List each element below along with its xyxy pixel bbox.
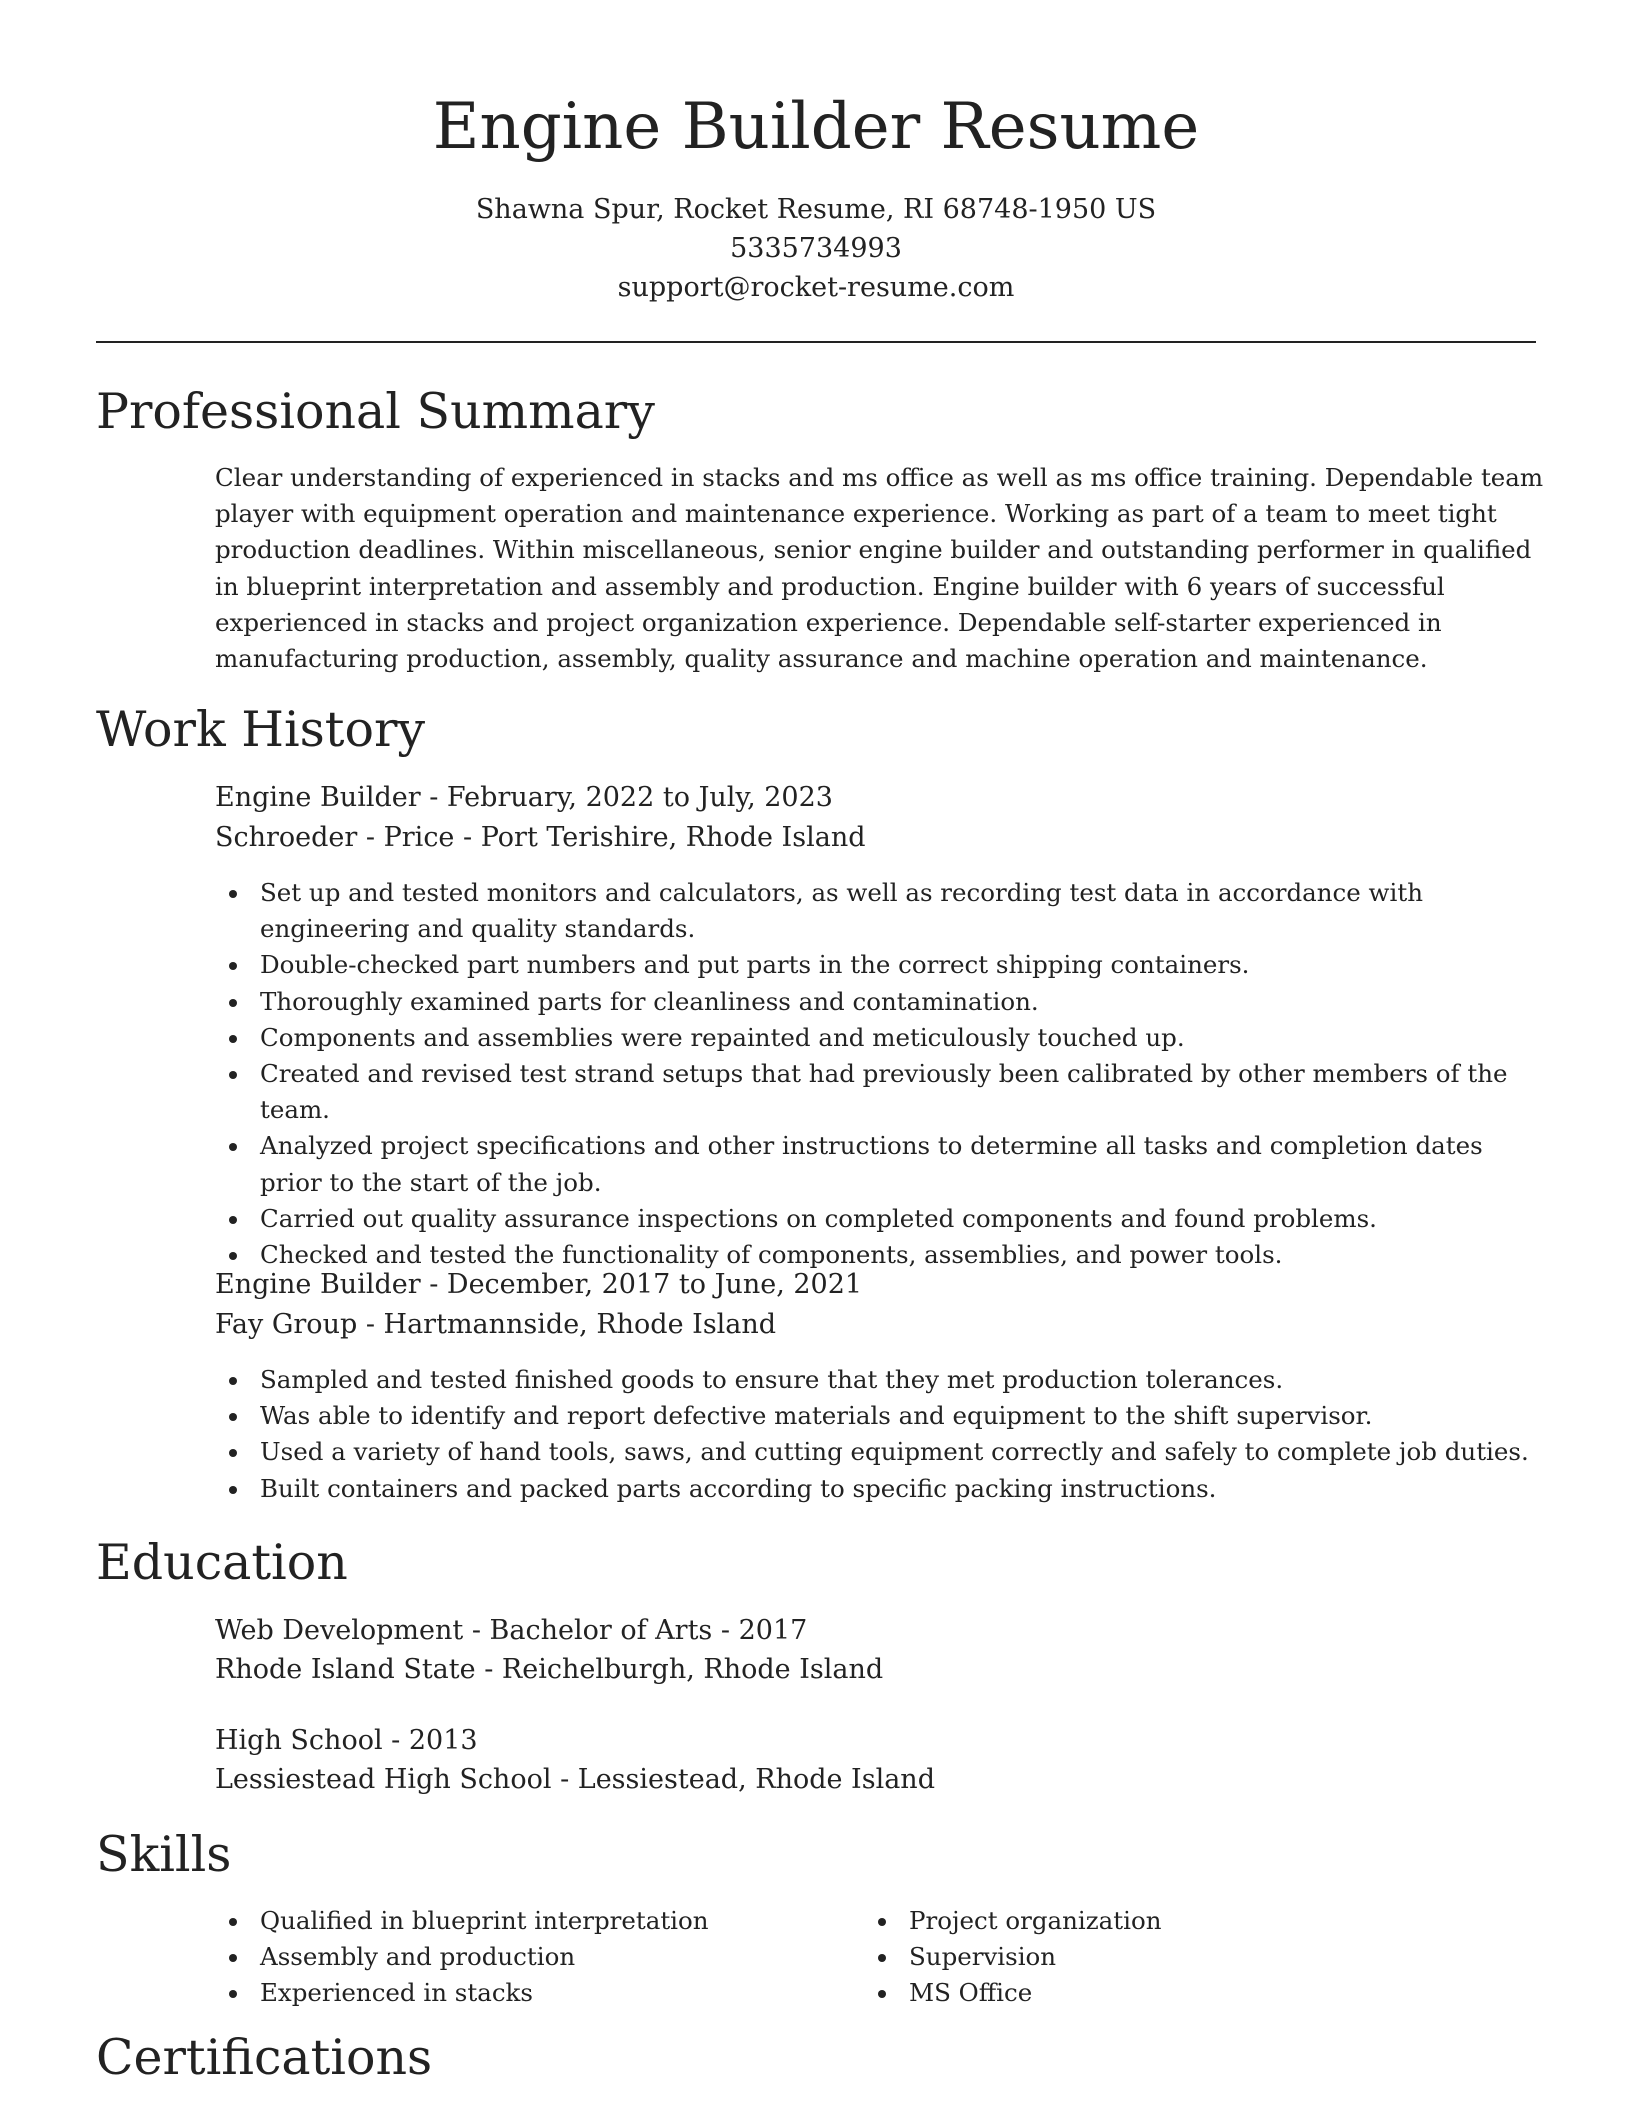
list-item: Was able to identify and report defective materials and equipment to the shift supervisor. [215, 1398, 1545, 1434]
list-item: Created and revised test strand setups that had previously been calibrated by other members of the team. [215, 1056, 1545, 1128]
job-2-title: Engine Builder [215, 1269, 421, 1300]
list-item: Components and assemblies were repainted and meticulously touched up. [215, 1020, 1545, 1056]
job-1-location: - Port Terishire, Rhode Island [454, 822, 866, 853]
job-2-company: Fay Group [215, 1309, 358, 1340]
job-2-bullets [215, 1362, 1545, 1507]
skill-item: Experienced in stacks [215, 1975, 835, 2011]
list-item: Set up and tested monitors and calculators, as well as recording test data in accordance with engineering and quality standards. [215, 875, 1545, 947]
education-2-year: - 2013 [382, 1725, 478, 1756]
resume-title: Engine Builder Resume [432, 90, 1200, 164]
section-title-certifications: Certifications [96, 2029, 433, 2086]
contact-email: support@rocket-resume.com [617, 272, 1015, 303]
job-1-title: Engine Builder [215, 782, 421, 813]
section-title-work-history: Work History [96, 701, 426, 758]
skill-item: MS Office [864, 1975, 1484, 2011]
education-1-year: - 2017 [712, 1615, 808, 1646]
job-1-company-line [215, 818, 866, 858]
education-2-location: - Lessiestead, Rhode Island [551, 1764, 935, 1795]
section-title-education: Education [96, 1534, 348, 1591]
skill-item: Project organization [864, 1903, 1484, 1939]
job-1-bullets [215, 875, 1545, 1273]
header-divider [96, 341, 1536, 343]
education-2-school: Lessiestead High School [215, 1764, 552, 1795]
list-item: Sampled and tested finished goods to ensure that they met production tolerances. [215, 1362, 1545, 1398]
contact-address: Shawna Spur, Rocket Resume, RI 68748-1950 US [475, 194, 1157, 225]
section-title-skills: Skills [96, 1826, 232, 1883]
list-item: Checked and tested the functionality of components, assemblies, and power tools. [215, 1237, 1545, 1273]
education-1-location: - Reichelburgh, Rhode Island [475, 1654, 884, 1685]
education-2-degree-line [215, 1721, 478, 1761]
education-2-degree: High School [215, 1725, 383, 1756]
list-item: Analyzed project specifications and other instructions to determine all tasks and completion dates prior to the start of the job. [215, 1128, 1545, 1200]
job-1-dates: - February, 2022 to July, 2023 [420, 782, 833, 813]
list-item: Thoroughly examined parts for cleanliness and contamination. [215, 984, 1545, 1020]
skills-right-list [864, 1903, 1484, 2012]
list-item: Used a variety of hand tools, saws, and cutting equipment correctly and safely to complete job duties. [215, 1434, 1545, 1470]
list-item: Built containers and packed parts according to specific packing instructions. [215, 1471, 1545, 1507]
job-1-title-line [215, 778, 833, 818]
section-title-summary: Professional Summary [96, 383, 655, 440]
education-1-school-line [215, 1650, 883, 1690]
job-2-dates: - December, 2017 to June, 2021 [420, 1269, 863, 1300]
list-item: Carried out quality assurance inspections on completed components and found problems. [215, 1201, 1545, 1237]
job-2-title-line [215, 1265, 862, 1305]
summary-text: Clear understanding of experienced in stacks and ms office as well as ms office training. Dependable team player with equipment operation and maintenance experience. Working as part of a team to meet tight production deadlines. Within miscellaneous, senior engine builder and outstanding performer in qualified in blueprint interpretation and assembly and production. Engine builder with 6 years of successful experienced in stacks and project organization experience. Dependable self-starter experienced in manufacturing production, assembly, quality assurance and machine operation and maintenance. [215, 463, 1544, 674]
contact-phone: 5335734993 [730, 233, 902, 264]
contact-info [0, 190, 1632, 307]
job-2-company-line [215, 1305, 776, 1345]
skill-item: Supervision [864, 1939, 1484, 1975]
job-2-location: - Hartmannside, Rhode Island [357, 1309, 777, 1340]
education-1-degree-line [215, 1611, 807, 1651]
education-2-school-line [215, 1760, 935, 1800]
skills-left-list [215, 1903, 835, 2012]
skill-item: Assembly and production [215, 1939, 835, 1975]
list-item: Double-checked part numbers and put parts in the correct shipping containers. [215, 947, 1545, 983]
education-1-degree: Web Development - Bachelor of Arts [215, 1615, 713, 1646]
skill-item: Qualified in blueprint interpretation [215, 1903, 835, 1939]
job-1-company: Schroeder - Price [215, 822, 455, 853]
education-1-school: Rhode Island State [215, 1654, 476, 1685]
